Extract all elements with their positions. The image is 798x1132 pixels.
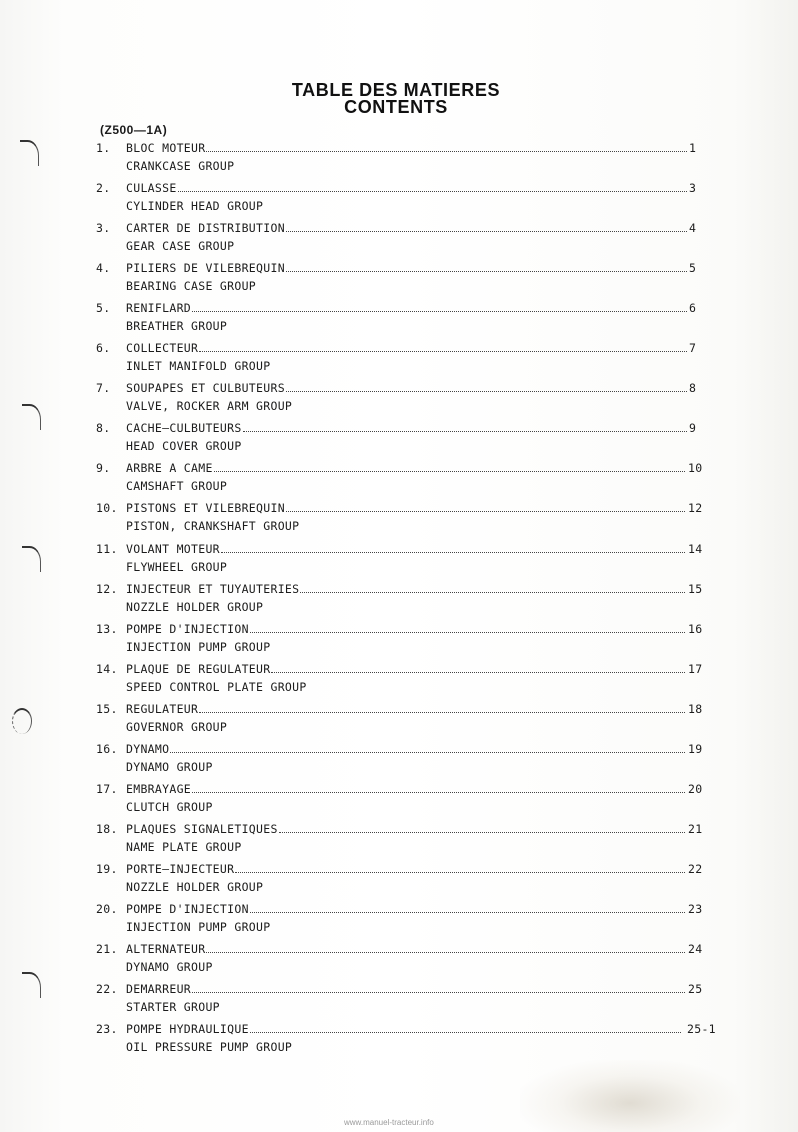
dot-leader bbox=[192, 302, 687, 312]
toc-entry bbox=[0, 1022, 798, 1058]
toc-entry-french-title: POMPE D'INJECTION bbox=[126, 622, 249, 636]
toc-entry-page-number: 15 bbox=[688, 582, 703, 596]
toc-entry bbox=[0, 862, 798, 898]
toc-entry-french-title: PILIERS DE VILEBREQUIN bbox=[126, 261, 285, 275]
toc-entry-leader-line bbox=[126, 1022, 682, 1036]
toc-entry bbox=[0, 301, 798, 337]
toc-entry-english-title: NOZZLE HOLDER GROUP bbox=[126, 880, 264, 894]
toc-entry-english-title: NOZZLE HOLDER GROUP bbox=[126, 600, 264, 614]
toc-entry-english-title: DYNAMO GROUP bbox=[126, 760, 213, 774]
toc-entry bbox=[0, 702, 798, 738]
toc-entry-number: 19. bbox=[96, 862, 118, 876]
toc-entry-page-number: 7 bbox=[689, 341, 697, 355]
toc-entry-french-title: CACHE—CULBUTEURS bbox=[126, 421, 242, 435]
toc-entry-leader-line bbox=[126, 902, 686, 916]
toc-entry-page-number: 6 bbox=[689, 301, 697, 315]
toc-entry-english-title: OIL PRESSURE PUMP GROUP bbox=[126, 1040, 293, 1054]
toc-entry-number: 10. bbox=[96, 501, 118, 515]
toc-entry bbox=[0, 662, 798, 698]
toc-entry-number: 15. bbox=[96, 702, 118, 716]
toc-entry bbox=[0, 742, 798, 778]
toc-entry-french-title: COLLECTEUR bbox=[126, 341, 199, 355]
dot-leader bbox=[192, 783, 685, 793]
toc-entry-english-title: GEAR CASE GROUP bbox=[126, 239, 235, 253]
toc-entry bbox=[0, 341, 798, 377]
toc-entry-leader-line bbox=[126, 501, 686, 515]
toc-entry-page-number: 12 bbox=[688, 501, 703, 515]
toc-entry-french-title: PLAQUES SIGNALETIQUES bbox=[126, 822, 278, 836]
toc-entry-leader-line bbox=[126, 381, 688, 395]
toc-entry-leader-line bbox=[126, 582, 686, 596]
toc-entry-english-title: INJECTION PUMP GROUP bbox=[126, 920, 271, 934]
toc-entry-french-title: ARBRE A CAME bbox=[126, 461, 213, 475]
dot-leader bbox=[300, 583, 685, 593]
toc-entry-page-number: 3 bbox=[689, 181, 697, 195]
toc-entry bbox=[0, 942, 798, 978]
dot-leader bbox=[286, 382, 687, 392]
dot-leader bbox=[235, 863, 685, 873]
dot-leader bbox=[221, 543, 685, 553]
toc-entry bbox=[0, 461, 798, 497]
toc-entry bbox=[0, 582, 798, 618]
dot-leader bbox=[250, 903, 685, 913]
toc-entry bbox=[0, 381, 798, 417]
toc-entry-page-number: 1 bbox=[689, 141, 697, 155]
toc-entry-english-title: BREATHER GROUP bbox=[126, 319, 228, 333]
toc-entry-leader-line bbox=[126, 221, 688, 235]
toc-entry-leader-line bbox=[126, 301, 688, 315]
toc-entry-number: 12. bbox=[96, 582, 118, 596]
toc-entry-french-title: VOLANT MOTEUR bbox=[126, 542, 220, 556]
toc-entry-number: 23. bbox=[96, 1022, 118, 1036]
toc-entry-french-title: DEMARREUR bbox=[126, 982, 192, 996]
dot-leader bbox=[214, 462, 685, 472]
toc-entry-number: 5. bbox=[96, 301, 111, 315]
dot-leader bbox=[199, 703, 685, 713]
toc-entry-french-title: CARTER DE DISTRIBUTION bbox=[126, 221, 285, 235]
toc-entry-number: 16. bbox=[96, 742, 118, 756]
dot-leader bbox=[243, 422, 687, 432]
dot-leader bbox=[286, 502, 685, 512]
toc-entry-leader-line bbox=[126, 822, 686, 836]
dot-leader bbox=[170, 743, 685, 753]
toc-entry-leader-line bbox=[126, 662, 686, 676]
dot-leader bbox=[206, 142, 687, 152]
toc-entry bbox=[0, 902, 798, 938]
toc-entry-number: 20. bbox=[96, 902, 118, 916]
toc-entry-number: 22. bbox=[96, 982, 118, 996]
dot-leader bbox=[271, 663, 685, 673]
toc-entry bbox=[0, 141, 798, 177]
toc-entry-number: 21. bbox=[96, 942, 118, 956]
toc-entry-page-number: 4 bbox=[689, 221, 697, 235]
toc-entry-english-title: INLET MANIFOLD GROUP bbox=[126, 359, 271, 373]
toc-entry-leader-line bbox=[126, 982, 686, 996]
toc-entry-page-number: 14 bbox=[688, 542, 703, 556]
toc-entry-english-title: CAMSHAFT GROUP bbox=[126, 479, 228, 493]
toc-entry-number: 17. bbox=[96, 782, 118, 796]
toc-entry-page-number: 5 bbox=[689, 261, 697, 275]
toc-entry-french-title: POMPE D'INJECTION bbox=[126, 902, 249, 916]
dot-leader bbox=[286, 262, 687, 272]
toc-entry-page-number: 22 bbox=[688, 862, 703, 876]
toc-entry-page-number: 24 bbox=[688, 942, 703, 956]
toc-entry-number: 4. bbox=[96, 261, 111, 275]
toc-entry-number: 9. bbox=[96, 461, 111, 475]
dot-leader bbox=[279, 823, 685, 833]
toc-entry bbox=[0, 421, 798, 457]
dot-leader bbox=[178, 182, 687, 192]
toc-entry-number: 2. bbox=[96, 181, 111, 195]
toc-entry-french-title: DYNAMO bbox=[126, 742, 170, 756]
toc-entry-english-title: HEAD COVER GROUP bbox=[126, 439, 242, 453]
toc-entry bbox=[0, 181, 798, 217]
toc-entry-english-title: DYNAMO GROUP bbox=[126, 960, 213, 974]
toc-entry bbox=[0, 221, 798, 257]
toc-entry-french-title: SOUPAPES ET CULBUTEURS bbox=[126, 381, 285, 395]
toc-entry-page-number: 25 bbox=[688, 982, 703, 996]
toc-entry-leader-line bbox=[126, 622, 686, 636]
toc-entry bbox=[0, 822, 798, 858]
toc-entry-french-title: EMBRAYAGE bbox=[126, 782, 192, 796]
toc-entry-page-number: 25-1 bbox=[687, 1022, 716, 1036]
toc-entry-page-number: 8 bbox=[689, 381, 697, 395]
dot-leader bbox=[286, 222, 687, 232]
toc-entry-page-number: 18 bbox=[688, 702, 703, 716]
toc-entry-page-number: 23 bbox=[688, 902, 703, 916]
toc-entry-number: 14. bbox=[96, 662, 118, 676]
toc-entry-french-title: ALTERNATEUR bbox=[126, 942, 206, 956]
toc-entry-french-title: RENIFLARD bbox=[126, 301, 192, 315]
toc-entry-english-title: CRANKCASE GROUP bbox=[126, 159, 235, 173]
toc-entry-english-title: FLYWHEEL GROUP bbox=[126, 560, 228, 574]
toc-entry-english-title: CLUTCH GROUP bbox=[126, 800, 213, 814]
toc-entry-leader-line bbox=[126, 141, 688, 155]
toc-entry-leader-line bbox=[126, 181, 688, 195]
page-subtitle: CONTENTS bbox=[344, 97, 448, 117]
toc-entry-english-title: CYLINDER HEAD GROUP bbox=[126, 199, 264, 213]
toc-entry bbox=[0, 982, 798, 1018]
dot-leader bbox=[206, 943, 685, 953]
toc-entry-page-number: 20 bbox=[688, 782, 703, 796]
toc-entry-number: 8. bbox=[96, 421, 111, 435]
toc-entry-leader-line bbox=[126, 421, 688, 435]
toc-entry-number: 3. bbox=[96, 221, 111, 235]
toc-entry-french-title: PISTONS ET VILEBREQUIN bbox=[126, 501, 285, 515]
toc-entry-leader-line bbox=[126, 862, 686, 876]
toc-entry-french-title: CULASSE bbox=[126, 181, 177, 195]
toc-entry bbox=[0, 261, 798, 297]
toc-entry-page-number: 16 bbox=[688, 622, 703, 636]
toc-entry-page-number: 10 bbox=[688, 461, 703, 475]
page-title: TABLE DES MATIERES bbox=[291, 80, 501, 100]
toc-entry bbox=[0, 501, 798, 537]
toc-entry-english-title: VALVE, ROCKER ARM GROUP bbox=[126, 399, 293, 413]
toc-entry-english-title: PISTON, CRANKSHAFT GROUP bbox=[126, 519, 300, 533]
watermark-url: www.manuel-tracteur.info bbox=[344, 1118, 434, 1127]
toc-entry bbox=[0, 782, 798, 818]
dot-leader bbox=[250, 623, 685, 633]
toc-entry-english-title: STARTER GROUP bbox=[126, 1000, 220, 1014]
toc-entry-page-number: 21 bbox=[688, 822, 703, 836]
toc-entry-french-title: INJECTEUR ET TUYAUTERIES bbox=[126, 582, 300, 596]
toc-entry-page-number: 19 bbox=[688, 742, 703, 756]
toc-entry-number: 7. bbox=[96, 381, 111, 395]
toc-entry-french-title: BLOC MOTEUR bbox=[126, 141, 206, 155]
model-label: (Z500—1A) bbox=[100, 123, 168, 137]
toc-entry-english-title: SPEED CONTROL PLATE GROUP bbox=[126, 680, 307, 694]
toc-entry-number: 6. bbox=[96, 341, 111, 355]
toc-entry-page-number: 17 bbox=[688, 662, 703, 676]
toc-entry-number: 11. bbox=[96, 542, 118, 556]
toc-entry-french-title: POMPE HYDRAULIQUE bbox=[126, 1022, 249, 1036]
toc-entry-leader-line bbox=[126, 702, 686, 716]
toc-entry-leader-line bbox=[126, 942, 686, 956]
toc-entry-leader-line bbox=[126, 341, 688, 355]
toc-entry-french-title: REGULATEUR bbox=[126, 702, 199, 716]
toc-entry-english-title: NAME PLATE GROUP bbox=[126, 840, 242, 854]
toc-entry-number: 13. bbox=[96, 622, 118, 636]
toc-entry-leader-line bbox=[126, 261, 688, 275]
dot-leader bbox=[192, 983, 685, 993]
toc-entry-english-title: BEARING CASE GROUP bbox=[126, 279, 257, 293]
toc-entry-leader-line bbox=[126, 742, 686, 756]
dot-leader bbox=[199, 342, 687, 352]
toc-entry-leader-line bbox=[126, 542, 686, 556]
toc-entry-leader-line bbox=[126, 782, 686, 796]
toc-entry-page-number: 9 bbox=[689, 421, 697, 435]
toc-entry-french-title: PLAQUE DE REGULATEUR bbox=[126, 662, 271, 676]
toc-entry-number: 18. bbox=[96, 822, 118, 836]
toc-entry-english-title: GOVERNOR GROUP bbox=[126, 720, 228, 734]
toc-entry-leader-line bbox=[126, 461, 686, 475]
toc-entry bbox=[0, 542, 798, 578]
dot-leader bbox=[250, 1023, 681, 1033]
toc-entry bbox=[0, 622, 798, 658]
toc-entry-english-title: INJECTION PUMP GROUP bbox=[126, 640, 271, 654]
toc-entry-number: 1. bbox=[96, 141, 111, 155]
toc-entry-french-title: PORTE—INJECTEUR bbox=[126, 862, 235, 876]
